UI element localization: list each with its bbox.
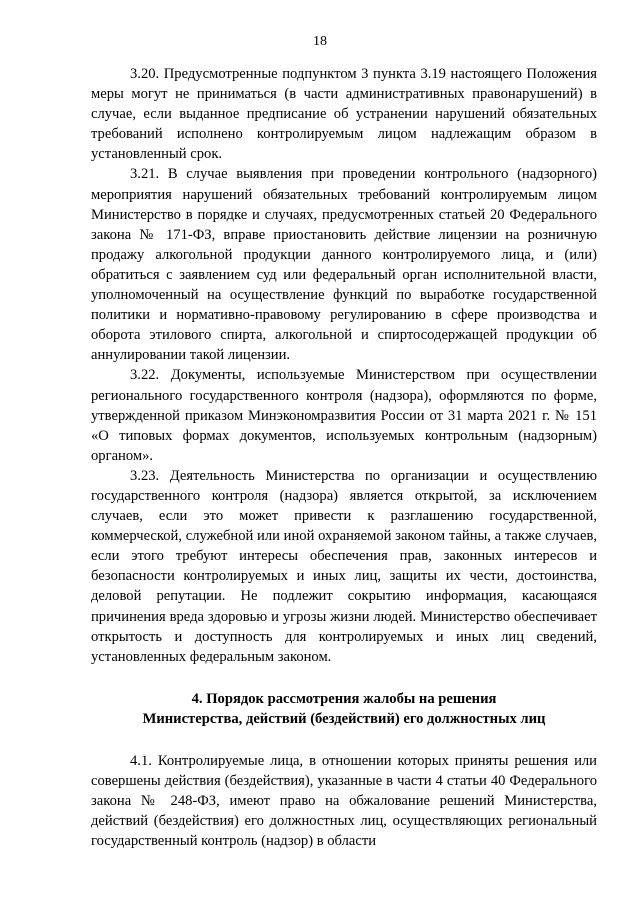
paragraph-3-21: 3.21. В случае выявления при проведении контрольного (надзорного) мероприятия нарушений обязательных требований контролируемым лицом Министерство в порядке и случаях, предусмотренных статьей 20 Федерального закона № 171-ФЗ, вправе приостановить действие лицензии на розничную продажу алкогольной продукции данного контролируемого лица, и (или) обратиться с заявлением суд или федеральный орган исполнительной власти, уполномоченный на осуществление функций по выработке государственной политики и нормативно-правовому регулированию в сфере производства и оборота этилового спирта, алкогольной и спиртосодержащей продукции об аннулировании такой лицензии. xyxy=(91,166,597,364)
section-heading-line-1: 4. Порядок рассмотрения жалобы на решения xyxy=(191,690,497,707)
page-number: 18 xyxy=(313,34,327,49)
document-body xyxy=(91,64,597,851)
paragraph-3-23: 3.23. Деятельность Министерства по организации и осуществлению государственного контроля (надзора) является открытой, за исключением случаев, если это может привести к разглашению государственной, коммерческой, служебной или иной охраняемой законом тайны, а также случаев, если этого требуют интересы обеспечения прав, законных интересов и безопасности контролируемых и иных лиц, защиты их чести, достоинства, деловой репутации. Не подлежит сокрытию информация, касающаяся причинения вреда здоровью и угрозы жизни людей. Министерство обеспечивает открытость и доступность для контролируемых и иных лиц сведений, установленных федеральным законом. xyxy=(91,467,597,665)
paragraph-3-22: 3.22. Документы, используемые Министерством при осуществлении регионального государственного контроля (надзора), оформляются по форме, утвержденной приказом Минэкономразвития России от 31 марта 2021 г. № 151 «О типовых формах документов, используемых контрольным (надзорным) органом». xyxy=(91,367,597,464)
section-heading xyxy=(91,689,597,729)
section-heading-line-2: Министерства, действий (бездействий) его должностных лиц xyxy=(142,710,546,727)
paragraph-3-20: 3.20. Предусмотренные подпунктом 3 пункта 3.19 настоящего Положения меры могут не приниматься (в части административных правонарушений) в случае, если выданное предписание об устранении нарушений обязательных требований исполнено контролируемым лицом надлежащим образом в установленный срок. xyxy=(91,66,597,163)
paragraph-4-1: 4.1. Контролируемые лица, в отношении которых приняты решения или совершены действия (бездействия), указанные в части 4 статьи 40 Федерального закона № 248-ФЗ, имеют право на обжалование решений Министерства, действий (бездействия) его должностных лиц, осуществляющих региональный государственный контроль (надзор) в области xyxy=(91,753,597,850)
